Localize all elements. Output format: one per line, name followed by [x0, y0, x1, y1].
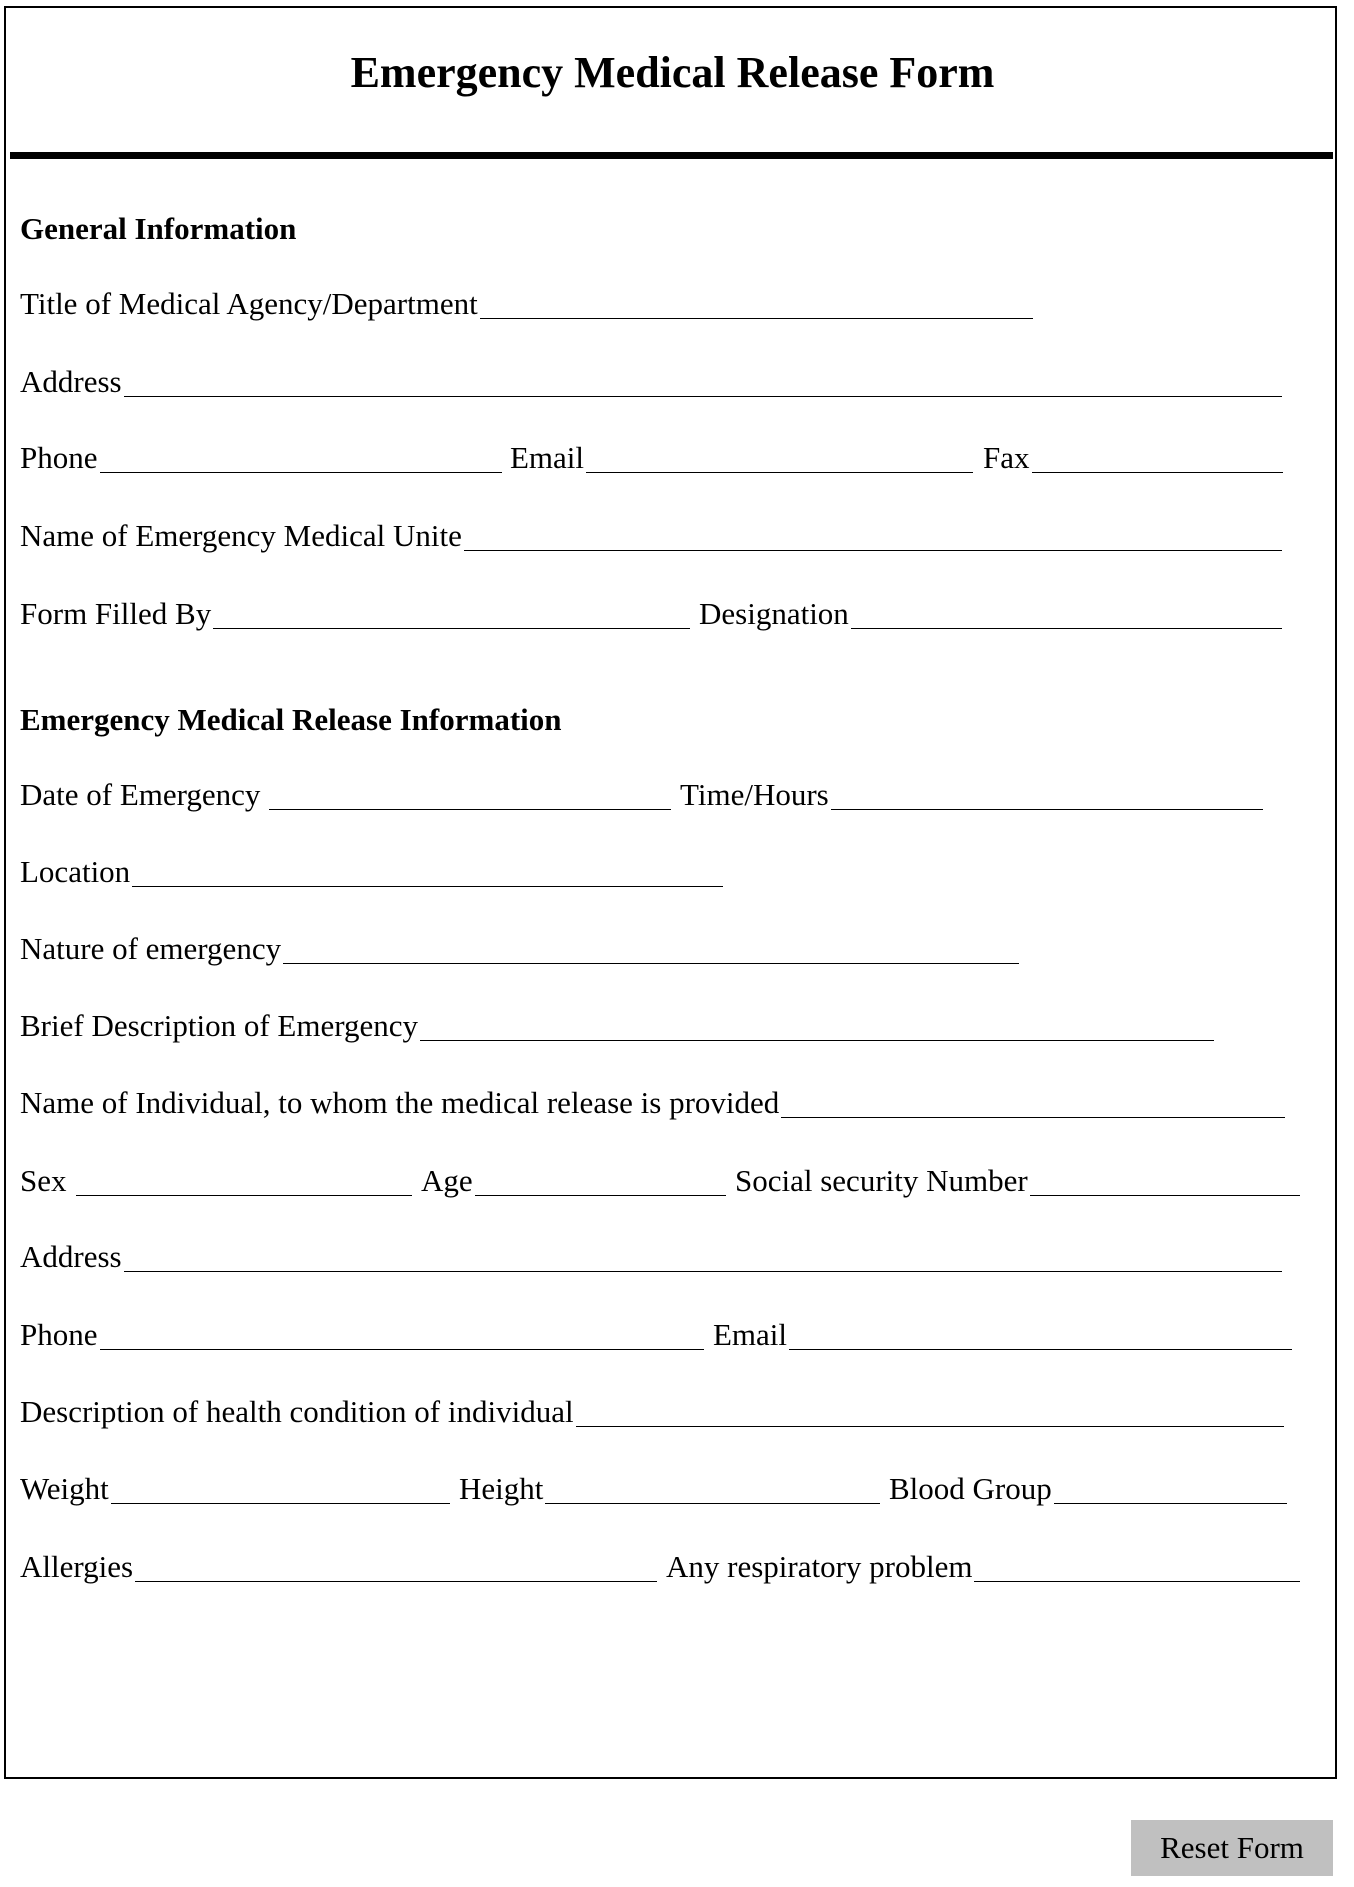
- health-condition-label: Description of health condition of individual: [20, 1394, 574, 1429]
- unit-name-input-line[interactable]: [464, 550, 1282, 551]
- nature-of-emergency-label: Nature of emergency: [20, 931, 282, 966]
- release-information-heading: Emergency Medical Release Information: [20, 702, 562, 737]
- date-of-emergency-input-line[interactable]: [269, 809, 671, 810]
- weight-label: Weight: [20, 1471, 109, 1506]
- ssn-input-line[interactable]: [1030, 1195, 1300, 1196]
- blood-group-input-line[interactable]: [1054, 1503, 1287, 1504]
- individual-phone-label: Phone: [20, 1317, 98, 1352]
- general-fax-input-line[interactable]: [1032, 472, 1284, 473]
- form-title: Emergency Medical Release Form: [350, 48, 995, 97]
- form-frame: [4, 6, 1337, 1779]
- brief-description-label: Brief Description of Emergency: [20, 1008, 418, 1043]
- allergies-label: Allergies: [20, 1549, 134, 1584]
- agency-title-field[interactable]: [20, 284, 1033, 324]
- general-address-input-line[interactable]: [124, 396, 1282, 397]
- respiratory-label: Any respiratory problem: [666, 1549, 973, 1584]
- health-condition-input-line[interactable]: [576, 1426, 1284, 1427]
- individual-name-label: Name of Individual, to whom the medical release is provided: [20, 1085, 780, 1120]
- weight-input-line[interactable]: [111, 1503, 450, 1504]
- designation-input-line[interactable]: [851, 628, 1282, 629]
- individual-address-label: Address: [20, 1239, 122, 1274]
- ssn-field[interactable]: [735, 1161, 1300, 1201]
- general-fax-field[interactable]: [983, 438, 1283, 478]
- agency-title-input-line[interactable]: [480, 318, 1033, 319]
- nature-of-emergency-field[interactable]: [20, 929, 1019, 969]
- blood-group-field[interactable]: [889, 1469, 1287, 1509]
- location-input-line[interactable]: [132, 886, 723, 887]
- allergies-field[interactable]: [20, 1547, 657, 1587]
- weight-field[interactable]: [20, 1469, 450, 1509]
- general-phone-input-line[interactable]: [100, 472, 503, 473]
- general-phone-field[interactable]: [20, 438, 502, 478]
- sex-input-line[interactable]: [76, 1195, 413, 1196]
- general-email-field[interactable]: [510, 438, 973, 478]
- age-field[interactable]: [421, 1161, 726, 1201]
- general-information-heading: General Information: [20, 211, 297, 246]
- individual-email-input-line[interactable]: [789, 1349, 1292, 1350]
- filled-by-input-line[interactable]: [213, 628, 690, 629]
- reset-form-button[interactable]: Reset Form: [1131, 1820, 1333, 1876]
- filled-by-field[interactable]: [20, 594, 690, 634]
- brief-description-input-line[interactable]: [420, 1040, 1214, 1041]
- filled-by-label: Form Filled By: [20, 596, 212, 631]
- location-label: Location: [20, 854, 131, 889]
- individual-address-input-line[interactable]: [124, 1271, 1282, 1272]
- individual-address-field[interactable]: [20, 1237, 1282, 1277]
- designation-label: Designation: [699, 596, 849, 631]
- ssn-label: Social security Number: [735, 1163, 1028, 1198]
- sex-field[interactable]: [20, 1161, 412, 1201]
- age-input-line[interactable]: [475, 1195, 726, 1196]
- general-email-label: Email: [510, 440, 585, 475]
- individual-phone-input-line[interactable]: [100, 1349, 705, 1350]
- respiratory-field[interactable]: [666, 1547, 1300, 1587]
- height-field[interactable]: [459, 1469, 880, 1509]
- general-email-input-line[interactable]: [586, 472, 973, 473]
- height-label: Height: [459, 1471, 544, 1506]
- health-condition-field[interactable]: [20, 1392, 1284, 1432]
- age-label: Age: [421, 1163, 473, 1198]
- general-fax-label: Fax: [983, 440, 1030, 475]
- location-field[interactable]: [20, 852, 723, 892]
- date-of-emergency-label: Date of Emergency: [20, 777, 261, 812]
- unit-name-field[interactable]: [20, 516, 1282, 556]
- general-address-field[interactable]: [20, 362, 1282, 402]
- unit-name-label: Name of Emergency Medical Unite: [20, 518, 462, 553]
- title-divider: [10, 152, 1333, 159]
- general-phone-label: Phone: [20, 440, 98, 475]
- time-hours-input-line[interactable]: [831, 809, 1263, 810]
- individual-email-field[interactable]: [713, 1315, 1292, 1355]
- nature-of-emergency-input-line[interactable]: [283, 963, 1019, 964]
- blood-group-label: Blood Group: [889, 1471, 1052, 1506]
- respiratory-input-line[interactable]: [974, 1581, 1300, 1582]
- individual-phone-field[interactable]: [20, 1315, 704, 1355]
- general-address-label: Address: [20, 364, 122, 399]
- date-of-emergency-field[interactable]: [20, 775, 671, 815]
- sex-label: Sex: [20, 1163, 67, 1198]
- individual-name-field[interactable]: [20, 1083, 1285, 1123]
- individual-email-label: Email: [713, 1317, 788, 1352]
- individual-name-input-line[interactable]: [781, 1117, 1285, 1118]
- allergies-input-line[interactable]: [135, 1581, 657, 1582]
- height-input-line[interactable]: [545, 1503, 880, 1504]
- designation-field[interactable]: [699, 594, 1282, 634]
- brief-description-field[interactable]: [20, 1006, 1214, 1046]
- time-hours-label: Time/Hours: [680, 777, 829, 812]
- agency-title-label: Title of Medical Agency/Department: [20, 286, 478, 321]
- time-hours-field[interactable]: [680, 775, 1263, 815]
